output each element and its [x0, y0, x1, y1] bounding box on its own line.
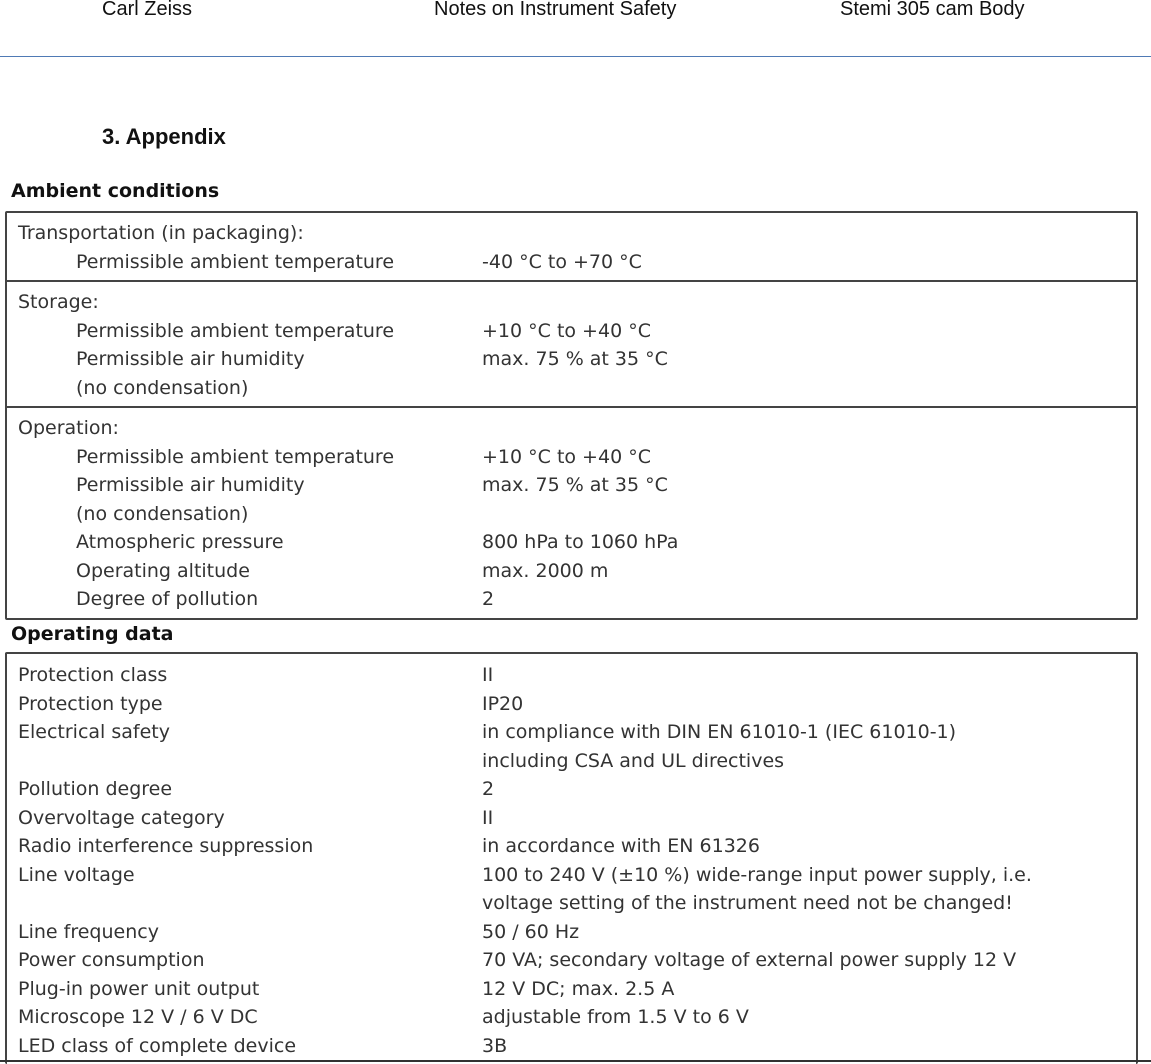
row-value: 50 / 60 Hz [482, 920, 580, 943]
row-label: Permissible air humidity [76, 348, 305, 371]
table-row [7, 661, 1136, 690]
row-value: +10 °C to +40 °C [482, 445, 651, 468]
table-row [7, 585, 1136, 614]
row-label: Overvoltage category [18, 806, 225, 829]
row-value: 3B [482, 1034, 508, 1057]
table-row [7, 443, 1136, 472]
row-value: II [482, 806, 494, 829]
storage-group-title: Storage: [18, 291, 99, 314]
row-label: Atmospheric pressure [76, 531, 284, 554]
row-label: Line voltage [18, 863, 135, 886]
appendix-heading: 3. Appendix [102, 124, 226, 149]
row-label: Pollution degree [18, 778, 173, 801]
row-label: Protection type [18, 692, 163, 715]
row-value: 2 [482, 778, 495, 801]
row-label: (no condensation) [76, 376, 249, 399]
table-row [7, 946, 1136, 975]
row-label: Power consumption [18, 949, 205, 972]
header-product: Stemi 305 cam Body [840, 0, 1025, 20]
table-row [7, 374, 1136, 403]
row-value: II [482, 664, 494, 687]
table-row [7, 500, 1136, 529]
row-value: voltage setting of the instrument need not be changed! [482, 892, 1013, 915]
table-row [7, 1003, 1136, 1032]
table-row [7, 471, 1136, 500]
storage-group [7, 282, 1136, 408]
row-value: IP20 [482, 692, 524, 715]
table-row [7, 804, 1136, 833]
table-row [7, 690, 1136, 719]
table-row [7, 718, 1136, 747]
table-row [7, 1032, 1136, 1061]
row-label: Plug-in power unit output [18, 977, 260, 1000]
ambient-conditions-table [5, 211, 1138, 620]
table-row [7, 747, 1136, 776]
table-row [7, 918, 1136, 947]
row-label: Microscope 12 V / 6 V DC [18, 1006, 258, 1029]
operating-data-table [5, 652, 1138, 1064]
row-value: 12 V DC; max. 2.5 A [482, 977, 675, 1000]
row-label: Operating altitude [76, 559, 250, 582]
header-document-title: Notes on Instrument Safety [434, 0, 677, 20]
table-row [7, 248, 1136, 277]
table-row [7, 557, 1136, 586]
row-value: including CSA and UL directives [482, 749, 785, 772]
row-value: max. 75 % at 35 °C [482, 474, 668, 497]
row-label: Degree of pollution [76, 588, 259, 611]
row-label: Line frequency [18, 920, 159, 943]
table-row [7, 345, 1136, 374]
row-value: in accordance with EN 61326 [482, 835, 760, 858]
table-row [7, 975, 1136, 1004]
row-label: Permissible ambient temperature [76, 319, 395, 342]
transport-group [7, 213, 1136, 282]
row-value: max. 2000 m [482, 559, 609, 582]
row-label: Permissible ambient temperature [76, 250, 395, 273]
ambient-conditions-heading: Ambient conditions [11, 180, 220, 202]
row-value: -40 °C to +70 °C [482, 250, 642, 273]
table-row [7, 528, 1136, 557]
header-company: Carl Zeiss [102, 0, 193, 20]
operation-group [7, 408, 1136, 618]
table-row [7, 775, 1136, 804]
transport-group-title: Transportation (in packaging): [18, 222, 304, 245]
table-row [7, 861, 1136, 890]
row-value: adjustable from 1.5 V to 6 V [482, 1006, 749, 1029]
row-label: Radio interference suppression [18, 835, 314, 858]
row-value: 100 to 240 V (±10 %) wide-range input power supply, i.e. [482, 863, 1032, 886]
row-value: 70 VA; secondary voltage of external power supply 12 V [482, 949, 1017, 972]
row-label: Protection class [18, 664, 168, 687]
table-row [7, 832, 1136, 861]
table-row [7, 889, 1136, 918]
table-row [7, 317, 1136, 346]
row-label: (no condensation) [76, 502, 249, 525]
row-label: Electrical safety [18, 721, 170, 744]
operating-group [7, 654, 1136, 1064]
row-value: +10 °C to +40 °C [482, 319, 651, 342]
row-value: 2 [482, 588, 495, 611]
operation-group-title: Operation: [18, 417, 119, 440]
page-header [0, 0, 1151, 57]
row-label: Permissible air humidity [76, 474, 305, 497]
row-value: max. 75 % at 35 °C [482, 348, 668, 371]
operating-data-heading: Operating data [11, 623, 174, 645]
row-value: 800 hPa to 1060 hPa [482, 531, 679, 554]
row-label: Permissible ambient temperature [76, 445, 395, 468]
row-value: in compliance with DIN EN 61010-1 (IEC 61010-1) [482, 721, 957, 744]
row-label: LED class of complete device [18, 1034, 297, 1057]
